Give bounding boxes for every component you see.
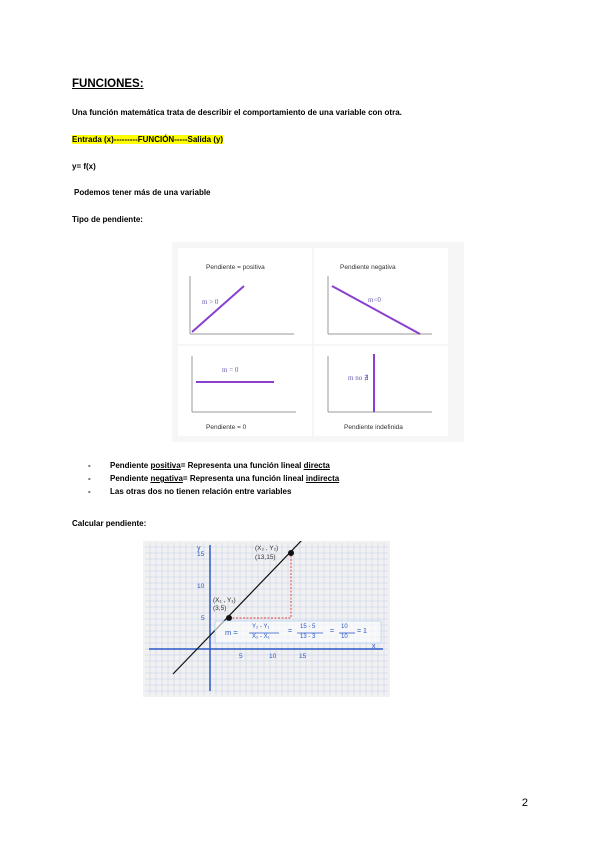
equals-sign: = xyxy=(330,628,335,635)
highlighted-text: Entrada (x)---------FUNCIÓN-----Salida (y) xyxy=(72,135,224,144)
frac3-numerator: 10 xyxy=(341,624,348,630)
positive-slope-line xyxy=(192,286,244,332)
calc-plot xyxy=(143,541,390,697)
label-negative: m<0 xyxy=(368,296,381,304)
panel-title-undefined: Pendiente indefinida xyxy=(344,424,403,431)
panel-title-negative: Pendiente negativa xyxy=(340,264,396,271)
intro-paragraph: Una función matemática trata de describir el comportamiento de una variable con otra. xyxy=(72,108,402,117)
y-tick: 10 xyxy=(197,583,205,590)
positive-slope-plot xyxy=(178,248,312,344)
point-2-value: (13,15) xyxy=(255,554,276,561)
calc-heading: Calcular pendiente: xyxy=(72,519,147,528)
m-label: m = xyxy=(225,628,238,637)
frac3-denominator: 10 xyxy=(341,634,348,640)
point-1-label: (X₁ , Y₁) xyxy=(213,597,236,604)
page-number: 2 xyxy=(521,797,528,809)
page-title: FUNCIONES: xyxy=(72,78,144,90)
label-zero: m = 0 xyxy=(222,366,239,374)
point-1-value: (3,5) xyxy=(213,605,227,612)
negative-slope-line xyxy=(332,286,420,334)
point-1 xyxy=(226,615,232,621)
y-tick: 5 xyxy=(201,615,205,622)
x-tick: 15 xyxy=(299,653,307,660)
formula: y= f(x) xyxy=(72,162,96,171)
slope-types-heading: Tipo de pendiente: xyxy=(72,215,143,224)
axis-x-label: x xyxy=(372,643,376,650)
label-positive: m > 0 xyxy=(202,298,219,306)
panel-negative xyxy=(314,248,448,344)
multi-variable-note: Podemos tener más de una variable xyxy=(74,188,211,197)
label-undefined: m no ∄ xyxy=(348,374,369,382)
equals-sign: = xyxy=(288,628,293,635)
result: = 1 xyxy=(357,628,367,635)
slope-types-figure xyxy=(172,242,464,442)
panel-undefined xyxy=(314,346,448,436)
grid xyxy=(145,543,388,695)
frac2-numerator: 15 - 5 xyxy=(300,624,316,630)
x-tick: 10 xyxy=(269,653,277,660)
frac1-numerator: Y₂ - Y₁ xyxy=(252,624,270,630)
x-tick: 5 xyxy=(239,653,243,660)
negative-slope-plot xyxy=(314,248,448,344)
panel-positive xyxy=(178,248,312,344)
y-tick: 15 xyxy=(197,551,205,558)
frac2-denominator: 13 - 3 xyxy=(300,634,316,640)
input-output-line xyxy=(72,135,223,144)
slope-calculation-figure xyxy=(143,541,390,697)
point-2 xyxy=(288,550,294,556)
slope-line xyxy=(173,541,303,674)
frac1-denominator: X₂ - X₁ xyxy=(252,634,270,640)
axis-y-label: y xyxy=(197,545,201,552)
panel-zero xyxy=(178,346,312,436)
panel-title-positive: Pendiente = positiva xyxy=(206,264,265,271)
zero-slope-plot xyxy=(178,346,312,436)
undefined-slope-plot xyxy=(314,346,448,436)
panel-title-zero: Pendiente = 0 xyxy=(206,424,247,431)
point-2-label: (X₂ , Y₂) xyxy=(255,545,279,552)
